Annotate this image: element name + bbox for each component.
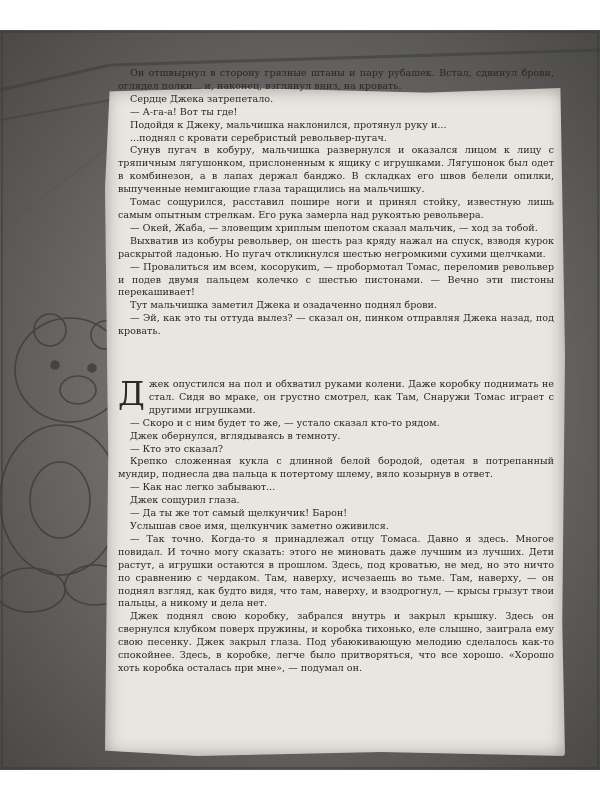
paragraph: Он отшвырнул в сторону грязные штаны и пару рубашек. Встал, сдвинул брови, оглядел полки... и, наконец, взглянул вниз, на кровать.	[118, 68, 554, 92]
paragraph: Тут мальчишка заметил Джека и озадаченно поднял брови.	[130, 300, 437, 312]
paragraph: — Так точно. Когда-то я принадлежал отцу Томаса. Давно я здесь. Многое повидал. И точно могу сказать: этого не миновать даже лучшим из лучших. Дети растут, а игрушки остаются в прошлом. Здесь, под кроватью, не мед, но это ничто по сравнению с чердаком. Там, наверху, исчезаешь во тьме. Там, наверху, — он поднял взгляд, как будто видя, что там, наверху, и взодрогнул, — крысы грызут твои пальцы, а никому и дела нет.	[118, 533, 554, 610]
paragraph: Крепко сложенная кукла с длинной белой бородой, одетая в потрепанный мундир, поднесла два пальца к потертому шлему, вяло козырнув в ответ.	[118, 456, 554, 481]
paragraph: Сунув пугач в кобуру, мальчишка развернулся и оказался лицом к лицу с тряпичным лягушонком, прислоненным к ящику с игрушками. Лягушонок был одет в комбинезон, а в лапах держал банджо. В складках его швов белели опилки, выпученные немигающие глаза таращились на мальчишку.	[118, 145, 554, 196]
paragraph-first	[118, 374, 554, 418]
paragraph: — Скоро и с ним будет то же, — устало сказал кто-то рядом.	[130, 417, 440, 429]
paragraph-text: жек опустился на пол и обхватил руками колени. Даже коробку поднимать не стал. Сидя во мраке, он грустно смотрел, как Там, Снаружи Томас играет с другими игрушками.	[148, 379, 554, 416]
paragraph: Джек обернулся, вглядываясь в темноту.	[130, 430, 341, 442]
drop-cap: Д	[118, 374, 145, 414]
paragraph: — Окей, Жаба, — зловещим хриплым шепотом сказал мальчик, — ход за тобой.	[130, 222, 538, 234]
paragraph: Сердце Джека затрепетало.	[130, 93, 274, 105]
paragraph: ...поднял с кровати серебристый револьвер-пугач.	[130, 132, 387, 144]
paragraph: — Да ты же тот самый щелкунчик! Барон!	[130, 508, 348, 520]
paragraph: — Как нас легко забывают...	[130, 482, 276, 494]
section-break	[118, 339, 554, 379]
paragraph: Выхватив из кобуры револьвер, он шесть раз кряду нажал на спуск, взводя курок раскрытой ладонью. Но пугач откликнулся шестью негромкими сухими щелчками.	[118, 235, 554, 260]
paragraph: — Кто это сказал?	[130, 443, 223, 455]
paragraph: — Провалиться им всем, косорукиm, — пробормотал Томас, переломив револьвер и подев двумя пальцем колечко с шестью пистонами. — Вечно эти пистоны перекашивает!	[118, 261, 554, 299]
paragraph: Томас сощурился, расставил пошире ноги и принял стойку, известную лишь самым опытным стрелкам. Его рука замерла над рукоятью револьвера.	[118, 197, 554, 221]
paragraph: — А-га-а! Вот ты где!	[130, 106, 238, 118]
paragraph: Джек поднял свою коробку, забрался внутрь и закрыл крышку. Здесь он свернулся клубком поверх пружины, и коробка тихонько, еле слышно, заиграла ему свою песенку. Джек закрыл глаза. Под убаюкивающую мелодию сделалось как-то спокойнее. Здесь, в коробке, легче было притворяться, что все хорошо. «Хорошо хоть коробка осталась при мне», — подумал он.	[118, 611, 554, 674]
paragraph: Подойдя к Джеку, мальчишка наклонился, протянул руку и...	[130, 119, 447, 131]
paragraph: Джек сощурил глаза.	[130, 495, 240, 507]
paragraph: — Эй, как это ты оттуда вылез? — сказал он, пинком отправляя Джека назад, под кровать.	[118, 313, 554, 338]
story-text	[118, 68, 554, 676]
paragraph: Услышав свое имя, щелкунчик заметно оживился.	[130, 521, 389, 532]
